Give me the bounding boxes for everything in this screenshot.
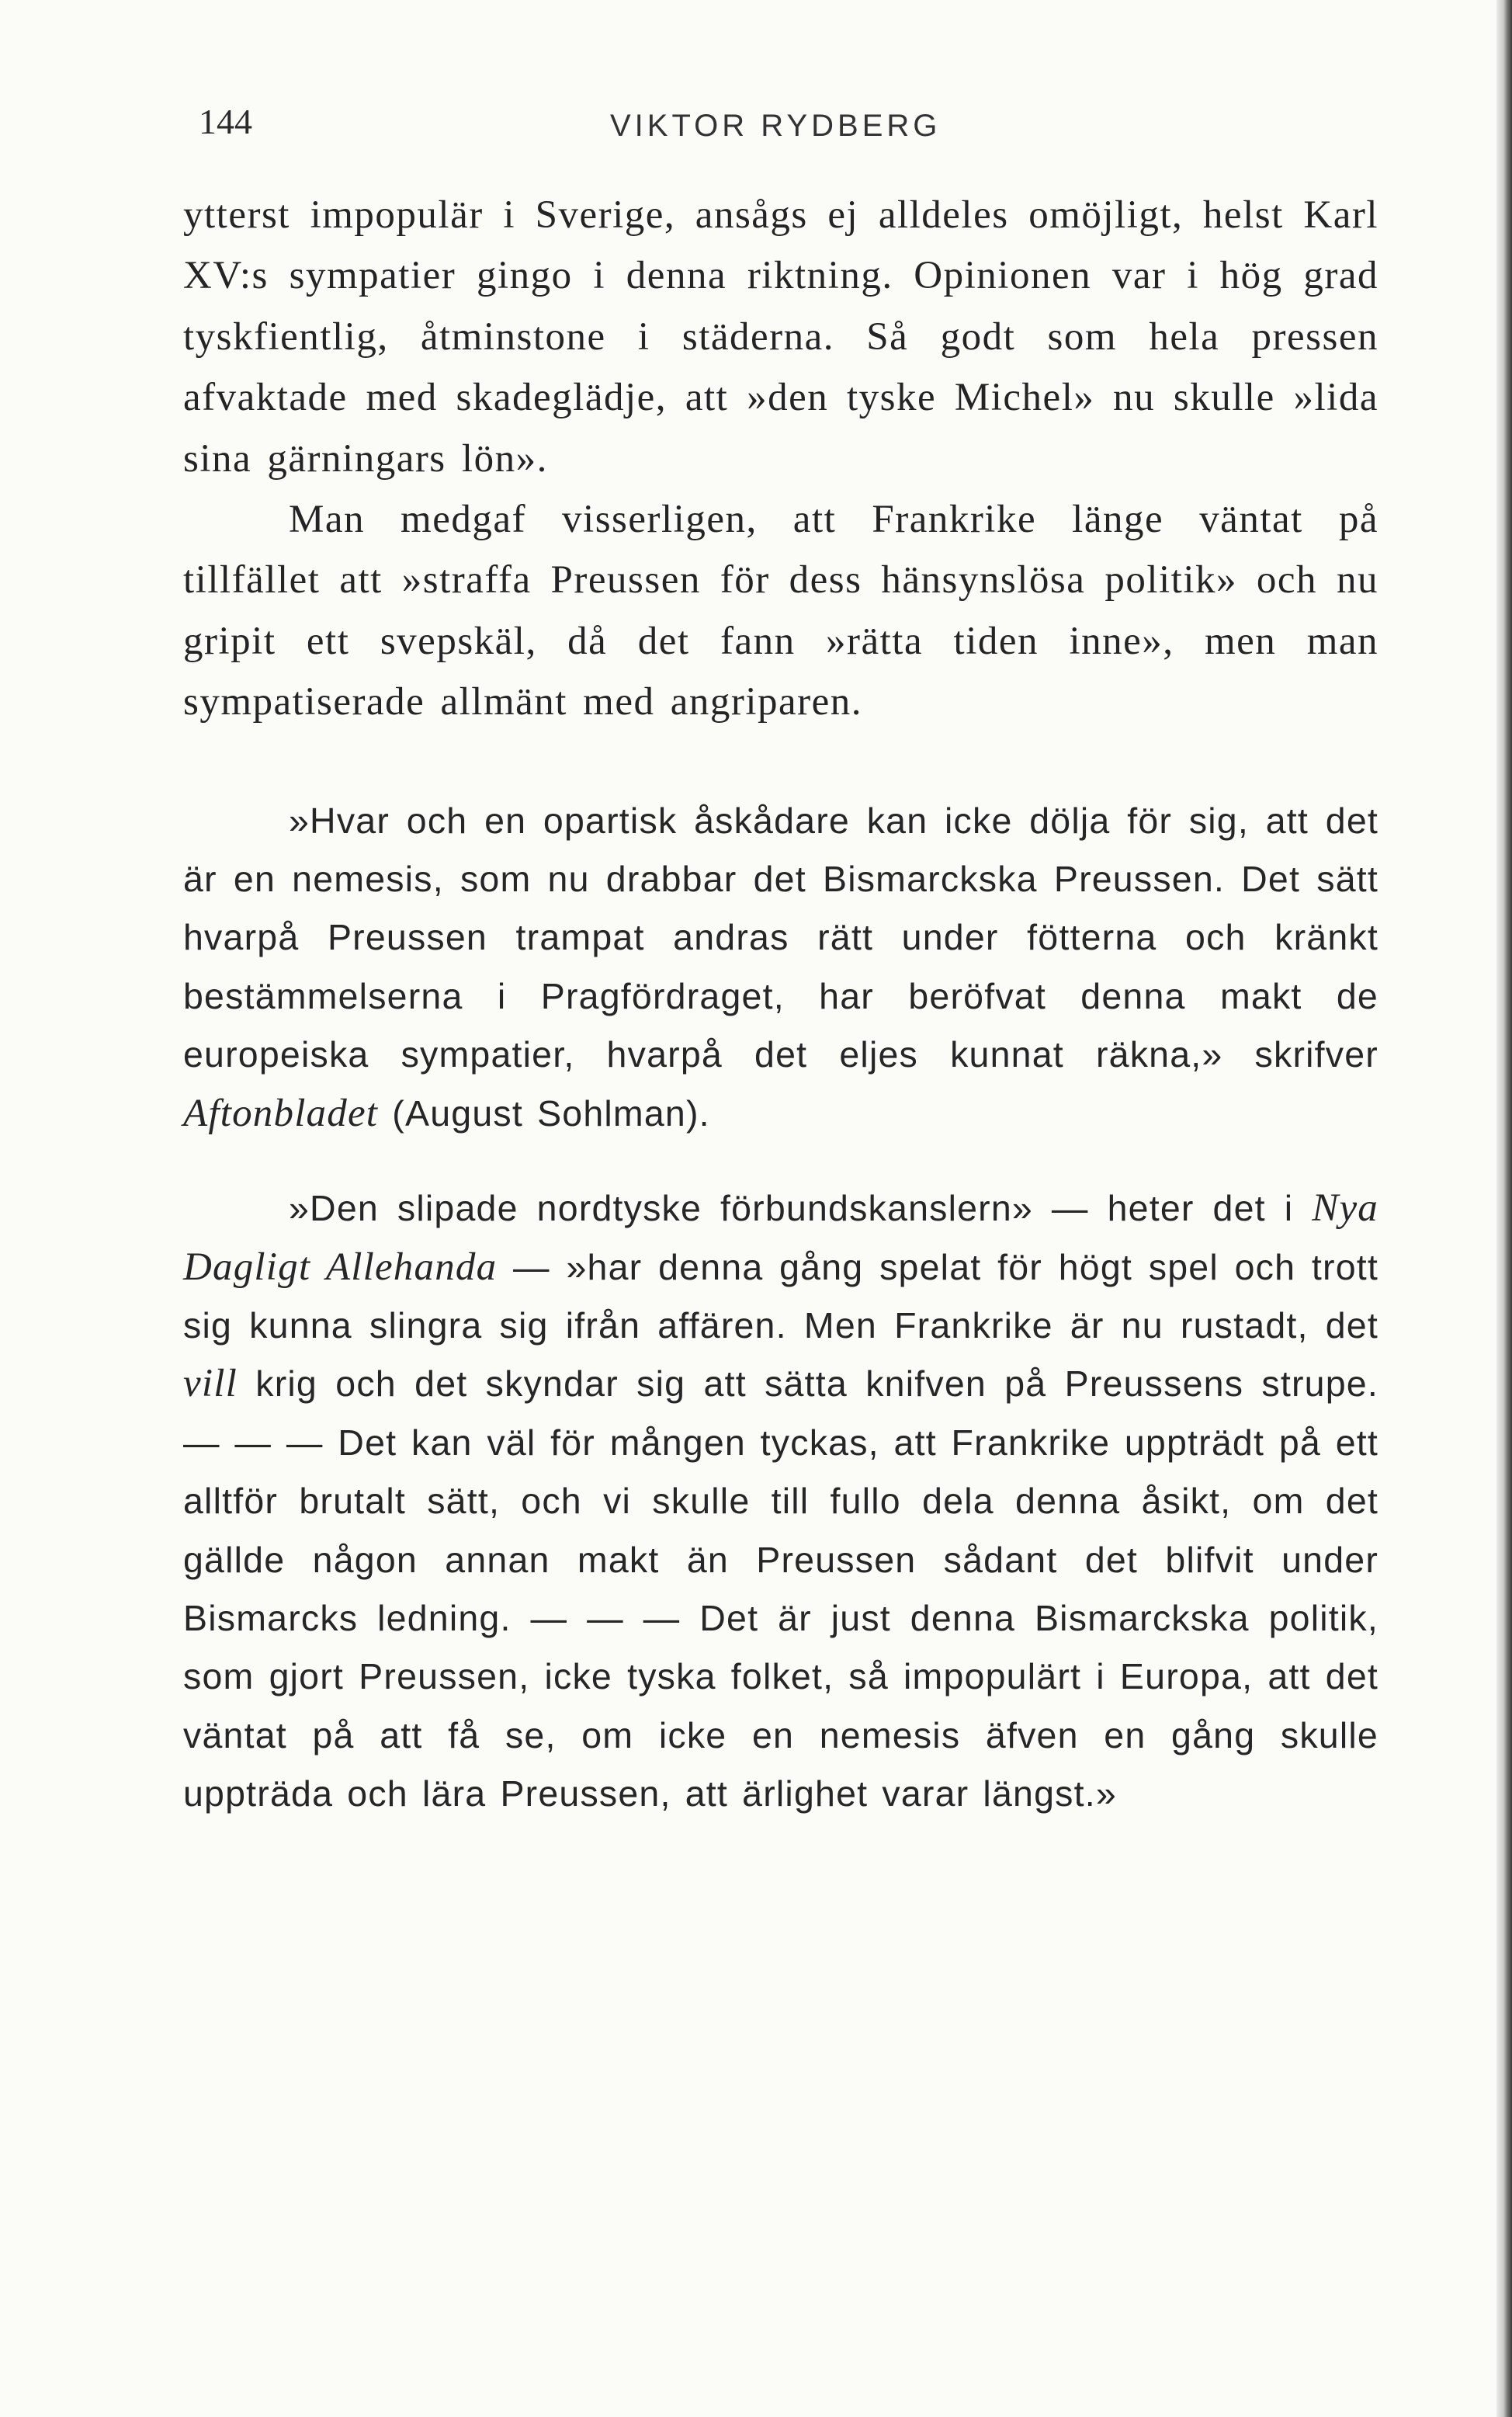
quote-nda-part2: — »har denna gång spelat för högt spel och trott sig kunna slingra sig ifrån affären. Men Frankrike är nu rustadt, det [183, 1246, 1378, 1346]
page-number: 144 [199, 102, 252, 141]
emphasis-vill: vill [183, 1362, 238, 1406]
quote-aftonbladet-text [183, 792, 1378, 1143]
quote-aftonbladet-after: (August Sohlman). [378, 1092, 710, 1134]
page-edge [1496, 0, 1512, 2417]
paragraph-2: Man medgaf visserligen, att Frankrike länge väntat på tillfället att »straffa Preussen för dess hänsynslösa politik» och nu gripit ett svepskäl, då det fann »rätta tiden inne», men man sympatiserade allmänt med angriparen. [183, 498, 1378, 724]
quote-nda-part1: »Den slipade nordtyske förbundskanslern» — heter det i [289, 1188, 1313, 1229]
quote-aftonbladet [183, 792, 1378, 1143]
newspaper-title-nya-dagligt-allehanda: Nya Dagligt Allehanda [183, 1186, 1378, 1289]
quote-aftonbladet-before: »Hvar och en opartisk åskådare kan icke dölja för sig, att det är en nemesis, som nu drabbar det Bismarckska Preussen. Det sätt hvarpå Preussen trampat andras rätt under fötterna och kränkt bestämmelserna i Pragfördraget, har beröfvat denna makt de europeiska sympatier, hvarpå det eljes kunnat räkna,» skrifver [183, 800, 1378, 1075]
book-page [183, 85, 1378, 1824]
quote-nda-part3: krig och det skyndar sig att sätta knifven på Preussens strupe. — — — Det kan väl för mången tyckas, att Frankrike uppträdt på ett alltför brutalt sätt, och vi skulle till fullo dela denna åsikt, om det gällde någon annan makt än Preussen sådant det blifvit under Bismarcks ledning. — — — Det är just denna Bismarckska politik, som gjort Preussen, icke tyska folket, så impopulärt i Europa, att det väntat på att få se, om icke en nemesis äfven en gång skulle uppträda och lära Preussen, att ärlighet varar längst.» [183, 1363, 1378, 1814]
newspaper-title-aftonbladet: Aftonbladet [183, 1091, 379, 1135]
body-text [183, 185, 1378, 733]
running-head [183, 85, 1378, 148]
paragraph-1: ytterst impopulär i Sverige, ansågs ej alldeles omöjligt, helst Karl XV:s sympatier gingo i denna riktning. Opinionen var i hög grad tyskfientlig, åtminstone i städerna. Så godt som hela pressen afvaktade med skadeglädje, att »den tyske Michel» nu skulle »lida sina gärningars lön». [183, 193, 1378, 481]
quote-nda-text [183, 1179, 1378, 1823]
running-head-author: VIKTOR RYDBERG [610, 109, 942, 143]
quote-nya-dagligt-allehanda [183, 1179, 1378, 1823]
